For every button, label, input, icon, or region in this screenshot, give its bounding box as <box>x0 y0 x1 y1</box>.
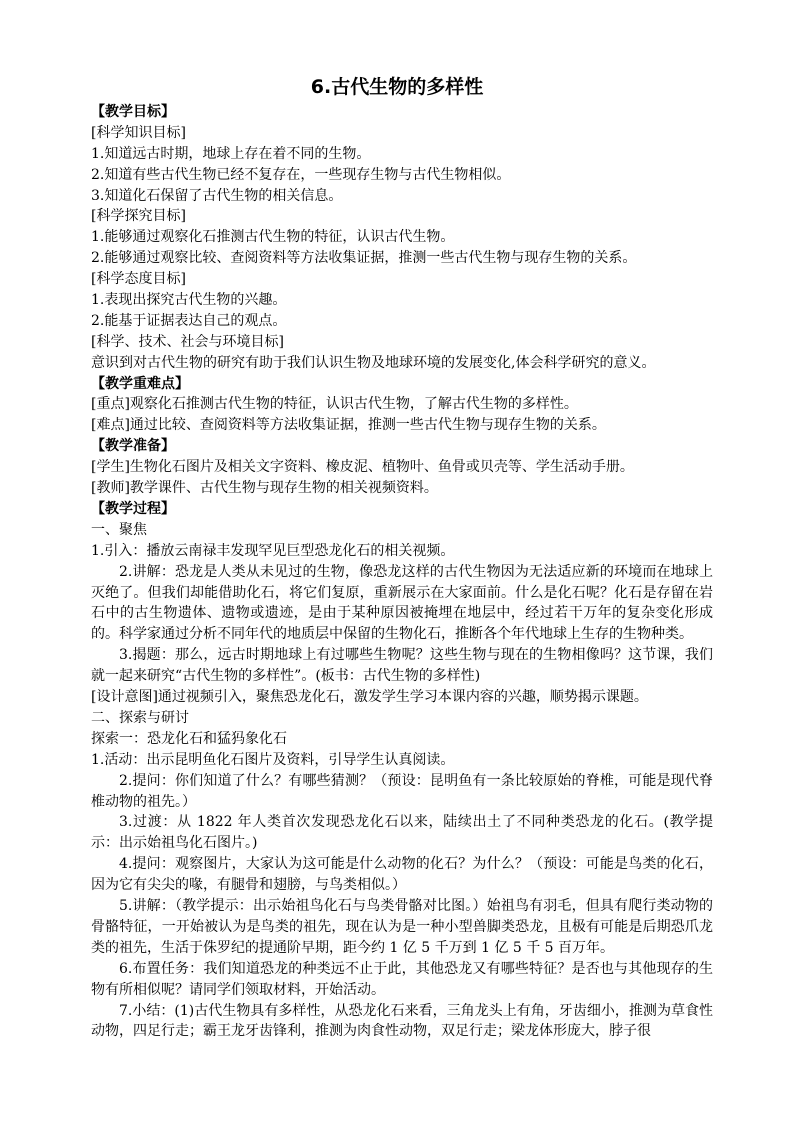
text-line: 1.知道远古时期，地球上存在着不同的生物。 <box>91 145 371 162</box>
text-line: [科学探究目标] <box>91 208 186 225</box>
text-line: 一、聚焦 <box>91 521 147 538</box>
text-line: 2.能够通过观察比较、查阅资料等方法收集证据，推测一些古代生物与现存生物的关系。 <box>91 250 637 267</box>
text-line: 1.引入：播放云南禄丰发现罕见巨型恐龙化石的相关视频。 <box>91 542 455 559</box>
text-line: 1.活动：出示昆明鱼化石图片及资料，引导学生认真阅读。 <box>91 751 455 768</box>
section-heading: 【教学目标】 <box>91 104 175 120</box>
paragraph: 5.讲解：（教学提示：出示始祖鸟化石与鸟类骨骼对比图。）始祖鸟有羽毛，但具有爬行类动物的骨骼特征，一开始被认为是鸟类的祖先，现在认为是一种小型兽脚类恐龙，且极有可能是后期恐爪龙类的祖先，生活于侏罗纪的提通阶早期，距今约 1 亿 5 千万到 1 亿 5 千 5 百万年。 <box>91 898 713 956</box>
text-line: [科学知识目标] <box>91 124 186 141</box>
text-line: 意识到对古代生物的研究有助于我们认识生物及地球环境的发展变化,体会科学研究的意义。 <box>91 354 656 371</box>
section-heading: 【教学准备】 <box>91 438 175 455</box>
text-line: 3.知道化石保留了古代生物的相关信息。 <box>91 187 343 204</box>
paragraph: 3.过渡：从 1822 年人类首次发现恐龙化石以来，陆续出土了不同种类恐龙的化石。(教学提示：出示始祖鸟化石图片。) <box>91 814 713 852</box>
paragraph: 3.揭题：那么，远古时期地球上有过哪些生物呢？这些生物与现在的生物相像吗？这节课，我们就一起来研究“古代生物的多样性”。(板书：古代生物的多样性) <box>91 647 713 685</box>
text-line: [难点]通过比较、查阅资料等方法收集证据，推测一些古代生物与现存生物的关系。 <box>91 417 606 434</box>
document-body <box>91 102 713 1042</box>
text-line: 2.能基于证据表达自己的观点。 <box>91 312 287 329</box>
text-line: [学生]生物化石图片及相关文字资料、橡皮泥、植物叶、鱼骨或贝壳等、学生活动手册。 <box>91 459 634 476</box>
text-line: 探索一：恐龙化石和猛犸象化石 <box>91 730 287 747</box>
paragraph: 7.小结：(1)古代生物具有多样性，从恐龙化石来看，三角龙头上有角，牙齿细小，推测为草食性动物，四足行走；霸王龙牙齿锋利，推测为肉食性动物，双足行走；梁龙体形庞大，脖子很 <box>91 1002 713 1040</box>
text-line: 1.表现出探究古代生物的兴趣。 <box>91 292 287 309</box>
paragraph: 2.讲解：恐龙是人类从未见过的生物，像恐龙这样的古代生物因为无法适应新的环境而在地球上灭绝了。但我们却能借助化石，将它们复原，重新展示在大家面前。什么是化石呢？化石是存留在岩石中的古生物遗体、遗物或遗迹，是由于某种原因被掩埋在地层中，经过若干万年的复杂变化形成的。科学家通过分析不同年代的地质层中保留的生物化石，推断各个年代地球上生存的生物种类。 <box>91 563 713 643</box>
text-line: [教师]教学课件、古代生物与现存生物的相关视频资料。 <box>91 480 438 497</box>
section-heading: 【教学过程】 <box>91 500 175 517</box>
section-heading: 【教学重难点】 <box>91 375 189 392</box>
text-line: [科学态度目标] <box>91 271 186 288</box>
text-line: 1.能够通过观察化石推测古代生物的特征，认识古代生物。 <box>91 229 455 246</box>
page-title: 6.古代生物的多样性 <box>310 76 484 98</box>
text-line: [重点]观察化石推测古代生物的特征，认识古代生物，了解古代生物的多样性。 <box>91 396 578 413</box>
paragraph: 4.提问：观察图片，大家认为这可能是什么动物的化石？为什么？（预设：可能是鸟类的化石，因为它有尖尖的喙，有腿骨和翅膀，与鸟类相似。） <box>91 856 713 894</box>
text-line: [科学、技术、社会与环境目标] <box>91 333 284 350</box>
text-line: [设计意图]通过视频引入，聚焦恐龙化石，激发学生学习本课内容的兴趣，顺势揭示课题。 <box>91 689 648 706</box>
paragraph: 6.布置任务：我们知道恐龙的种类远不止于此，其他恐龙又有哪些特征？是否也与其他现存的生物有所相似呢？请同学们领取材料，开始活动。 <box>91 960 713 998</box>
text-line: 2.知道有些古代生物已经不复存在，一些现存生物与古代生物相似。 <box>91 166 511 183</box>
paragraph: 2.提问：你们知道了什么？有哪些猜测？（预设：昆明鱼有一条比较原始的脊椎，可能是现代脊椎动物的祖先。） <box>91 772 713 810</box>
text-line: 二、探索与研讨 <box>91 709 189 726</box>
